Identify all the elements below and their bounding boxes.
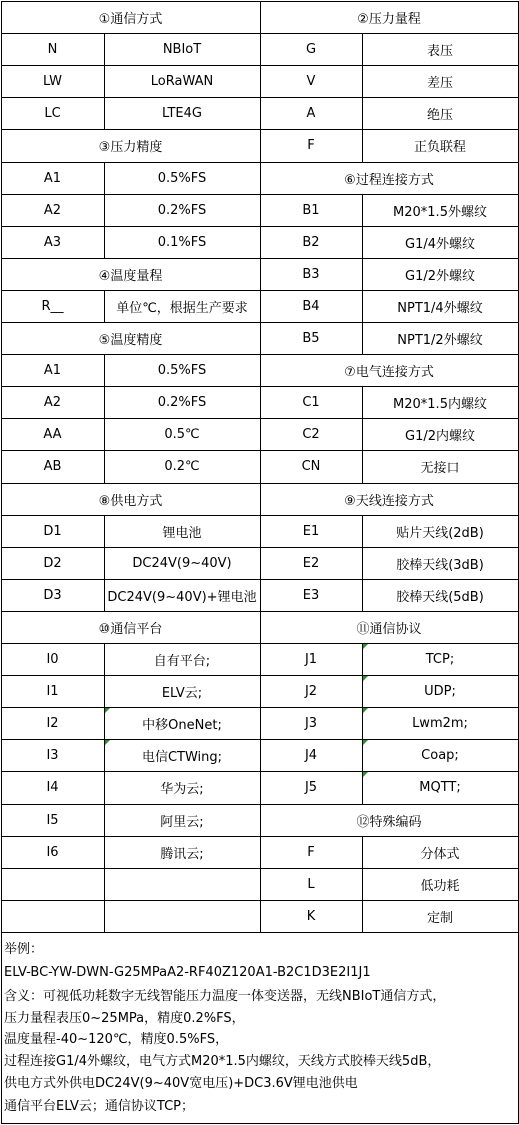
right-desc-cell: 表压 bbox=[426, 43, 453, 59]
column-divider bbox=[362, 868, 363, 900]
right-desc-cell: M20*1.5外螺纹 bbox=[393, 204, 487, 220]
left-code-cell: A2 bbox=[43, 394, 62, 410]
left-desc-cell bbox=[104, 868, 260, 900]
comment-marker-icon bbox=[363, 772, 368, 777]
column-divider bbox=[104, 836, 105, 868]
note-line: 举例： bbox=[4, 942, 44, 957]
left-desc-cell: DC24V(9~40V)+锂电池 bbox=[107, 589, 257, 605]
column-divider bbox=[362, 97, 363, 129]
outer-border-left bbox=[1, 1, 2, 1124]
column-divider bbox=[104, 386, 105, 418]
left-code-cell: A1 bbox=[43, 170, 62, 186]
left-code-cell: I6 bbox=[46, 844, 59, 860]
left-desc-cell: 0.2%FS bbox=[157, 202, 207, 218]
section-header: ⑪通信协议 bbox=[356, 621, 422, 637]
right-desc-cell: NPT1/2外螺纹 bbox=[397, 332, 483, 348]
column-divider bbox=[362, 836, 363, 868]
comment-marker-icon bbox=[105, 740, 110, 745]
note-line: 通信平台ELV云；通信协议TCP； bbox=[4, 1099, 195, 1114]
right-code-cell: J4 bbox=[304, 747, 318, 763]
right-desc-cell: 低功耗 bbox=[420, 878, 460, 894]
left-desc-cell: NBIoT bbox=[162, 41, 202, 57]
column-divider bbox=[362, 129, 363, 162]
right-desc-cell: UDP; bbox=[424, 683, 456, 699]
section-header: ①通信方式 bbox=[98, 11, 163, 27]
left-desc-cell: 阿里云; bbox=[160, 814, 204, 830]
right-code-cell: J2 bbox=[304, 683, 318, 699]
right-desc-cell: 定制 bbox=[426, 910, 453, 926]
left-code-cell: A2 bbox=[43, 202, 62, 218]
column-divider bbox=[362, 65, 363, 97]
column-divider bbox=[104, 226, 105, 258]
column-divider bbox=[362, 547, 363, 579]
right-code-cell: C1 bbox=[302, 394, 320, 410]
right-desc-cell: 贴片天线(2dB) bbox=[396, 525, 484, 541]
right-desc-cell: G1/2内螺纹 bbox=[405, 428, 475, 444]
right-desc-cell: 正负联程 bbox=[413, 140, 466, 155]
left-code-cell: I5 bbox=[46, 812, 59, 828]
column-divider bbox=[104, 33, 105, 65]
column-divider bbox=[104, 643, 105, 675]
left-code-cell: I1 bbox=[46, 683, 59, 699]
left-desc-cell: 华为云; bbox=[160, 782, 204, 797]
column-divider bbox=[104, 354, 105, 386]
section-header: ⑤温度精度 bbox=[98, 332, 163, 348]
column-divider bbox=[104, 515, 105, 547]
left-desc-cell: 0.5%FS bbox=[157, 170, 207, 186]
left-code-cell: AA bbox=[43, 426, 62, 442]
column-divider bbox=[362, 322, 363, 354]
right-code-cell: V bbox=[306, 73, 316, 89]
row-border bbox=[1, 932, 519, 933]
column-divider bbox=[104, 804, 105, 836]
left-code-cell: I4 bbox=[46, 780, 59, 795]
left-code-cell: R__ bbox=[41, 298, 64, 314]
right-desc-cell: M20*1.5内螺纹 bbox=[393, 396, 487, 412]
right-code-cell: G bbox=[305, 41, 317, 57]
column-divider bbox=[104, 290, 105, 322]
left-code-cell: A1 bbox=[43, 362, 62, 378]
left-desc-cell: 0.1%FS bbox=[157, 234, 207, 250]
left-code-cell: D1 bbox=[43, 523, 62, 539]
right-code-cell: C2 bbox=[302, 426, 320, 442]
right-code-cell: L bbox=[307, 876, 315, 892]
right-code-cell: E1 bbox=[302, 523, 320, 539]
section-header: ④温度量程 bbox=[98, 268, 163, 284]
right-desc-cell: 胶棒天线(3dB) bbox=[396, 557, 484, 573]
left-desc-cell: 0.2℃ bbox=[164, 459, 200, 474]
right-code-cell: F bbox=[307, 844, 315, 860]
right-desc-cell: Coap; bbox=[421, 747, 459, 763]
right-code-cell: K bbox=[306, 908, 316, 924]
section-header: ⑦电气连接方式 bbox=[344, 364, 434, 380]
right-code-cell: B5 bbox=[302, 330, 320, 346]
column-divider bbox=[104, 97, 105, 129]
note-line: ELV-BC-YW-DWN-G25MPaA2-RF40Z120A1-B2C1D3E2I1J1 bbox=[4, 965, 371, 980]
right-code-cell: B2 bbox=[302, 234, 320, 250]
section-header: ②压力量程 bbox=[357, 11, 421, 27]
left-code-cell: LC bbox=[44, 105, 61, 121]
left-code-cell: D3 bbox=[43, 587, 62, 603]
column-divider bbox=[104, 194, 105, 226]
left-desc-cell: 0.5%FS bbox=[157, 362, 207, 378]
column-divider bbox=[104, 900, 105, 932]
left-desc-cell: 中移OneNet; bbox=[142, 717, 222, 733]
left-desc-cell: DC24V(9~40V) bbox=[132, 555, 232, 571]
comment-marker-icon bbox=[363, 708, 368, 713]
column-divider bbox=[104, 675, 105, 707]
left-code-cell bbox=[1, 868, 104, 900]
left-code-cell: LW bbox=[43, 73, 62, 89]
left-code-cell: N bbox=[47, 41, 58, 57]
right-desc-cell: 无接口 bbox=[420, 461, 460, 476]
column-divider bbox=[362, 900, 363, 932]
column-divider bbox=[362, 579, 363, 611]
left-desc-cell: LoRaWAN bbox=[150, 73, 214, 89]
left-desc-cell: 0.2%FS bbox=[157, 394, 207, 410]
column-divider bbox=[362, 515, 363, 547]
note-line: 供电方式外供电DC24V(9~40V宽电压)+DC3.6V锂电池供电 bbox=[4, 1076, 358, 1091]
left-code-cell: I3 bbox=[46, 747, 59, 763]
column-divider bbox=[104, 579, 105, 611]
left-desc-cell: 自有平台; bbox=[153, 653, 211, 669]
right-desc-cell: 胶棒天线(5dB) bbox=[396, 589, 484, 605]
note-line: 温度量程-40~120℃，精度0.5%FS， bbox=[4, 1032, 229, 1047]
right-desc-cell: Lwm2m; bbox=[412, 715, 468, 731]
right-desc-cell: G1/4外螺纹 bbox=[405, 236, 475, 252]
column-divider bbox=[362, 194, 363, 226]
left-desc-cell: ELV云; bbox=[161, 685, 203, 701]
section-header: ⑧供电方式 bbox=[98, 493, 163, 509]
note-line: 过程连接G1/4外螺纹，电气方式M20*1.5内螺纹，天线方式胶棒天线5dB， bbox=[4, 1054, 441, 1069]
left-desc-cell: 单位℃，根据生产要求 bbox=[116, 300, 248, 316]
left-code-cell bbox=[1, 900, 104, 932]
column-divider bbox=[362, 258, 363, 290]
column-divider bbox=[104, 65, 105, 97]
left-desc-cell: 0.5℃ bbox=[164, 426, 200, 442]
outer-border-top bbox=[1, 1, 519, 2]
section-header: ③压力精度 bbox=[98, 140, 163, 155]
left-desc-cell: 锂电池 bbox=[162, 525, 202, 541]
right-code-cell: B1 bbox=[302, 202, 320, 218]
column-divider bbox=[362, 290, 363, 322]
right-code-cell: E2 bbox=[302, 555, 320, 571]
column-divider bbox=[104, 162, 105, 194]
left-desc-cell: 腾讯云; bbox=[160, 846, 204, 862]
right-code-cell: J1 bbox=[304, 651, 318, 667]
column-divider bbox=[104, 450, 105, 483]
section-header: ⑥过程连接方式 bbox=[344, 172, 434, 188]
right-code-cell: F bbox=[307, 138, 315, 153]
section-header: ⑫特殊编码 bbox=[356, 814, 422, 830]
right-desc-cell: 差压 bbox=[426, 75, 453, 91]
center-divider bbox=[260, 1, 261, 932]
left-desc-cell: LTE4G bbox=[162, 105, 202, 121]
column-divider bbox=[362, 386, 363, 418]
comment-marker-icon bbox=[363, 644, 368, 649]
section-header: ⑩通信平台 bbox=[98, 621, 163, 637]
right-desc-cell: MQTT; bbox=[419, 780, 461, 795]
column-divider bbox=[362, 226, 363, 258]
right-desc-cell: 绝压 bbox=[426, 107, 453, 123]
comment-marker-icon bbox=[363, 740, 368, 745]
right-code-cell: J3 bbox=[304, 715, 318, 731]
column-divider bbox=[104, 418, 105, 450]
note-line: 压力量程表压0~25MPa，精度0.2%FS， bbox=[4, 1011, 245, 1026]
left-code-cell: I2 bbox=[46, 715, 59, 731]
right-code-cell: B4 bbox=[302, 298, 320, 314]
right-desc-cell: G1/2外螺纹 bbox=[405, 268, 475, 284]
comment-marker-icon bbox=[105, 708, 110, 713]
left-code-cell: D2 bbox=[43, 555, 62, 571]
comment-marker-icon bbox=[363, 676, 368, 681]
right-desc-cell: 分体式 bbox=[420, 846, 460, 862]
section-header: ⑨天线连接方式 bbox=[344, 493, 434, 509]
column-divider bbox=[104, 547, 105, 579]
right-code-cell: CN bbox=[301, 459, 321, 474]
outer-border-bottom bbox=[1, 1123, 519, 1124]
column-divider bbox=[362, 418, 363, 450]
note-line: 含义：可视低功耗数字无线智能压力温度一体变送器，无线NBIoT通信方式， bbox=[4, 989, 446, 1004]
column-divider bbox=[362, 450, 363, 483]
column-divider bbox=[104, 771, 105, 804]
right-code-cell: A bbox=[306, 105, 316, 121]
right-desc-cell: TCP; bbox=[425, 651, 455, 667]
left-code-cell: A3 bbox=[43, 234, 62, 250]
right-code-cell: E3 bbox=[302, 587, 320, 603]
column-divider bbox=[104, 868, 105, 900]
right-desc-cell: NPT1/4外螺纹 bbox=[397, 300, 483, 316]
column-divider bbox=[362, 33, 363, 65]
left-desc-cell: 电信CTWing; bbox=[141, 749, 223, 765]
left-code-cell: AB bbox=[43, 459, 62, 474]
right-code-cell: B3 bbox=[302, 266, 320, 282]
right-code-cell: J5 bbox=[304, 780, 318, 795]
left-desc-cell bbox=[104, 900, 260, 932]
left-code-cell: I0 bbox=[46, 651, 59, 667]
